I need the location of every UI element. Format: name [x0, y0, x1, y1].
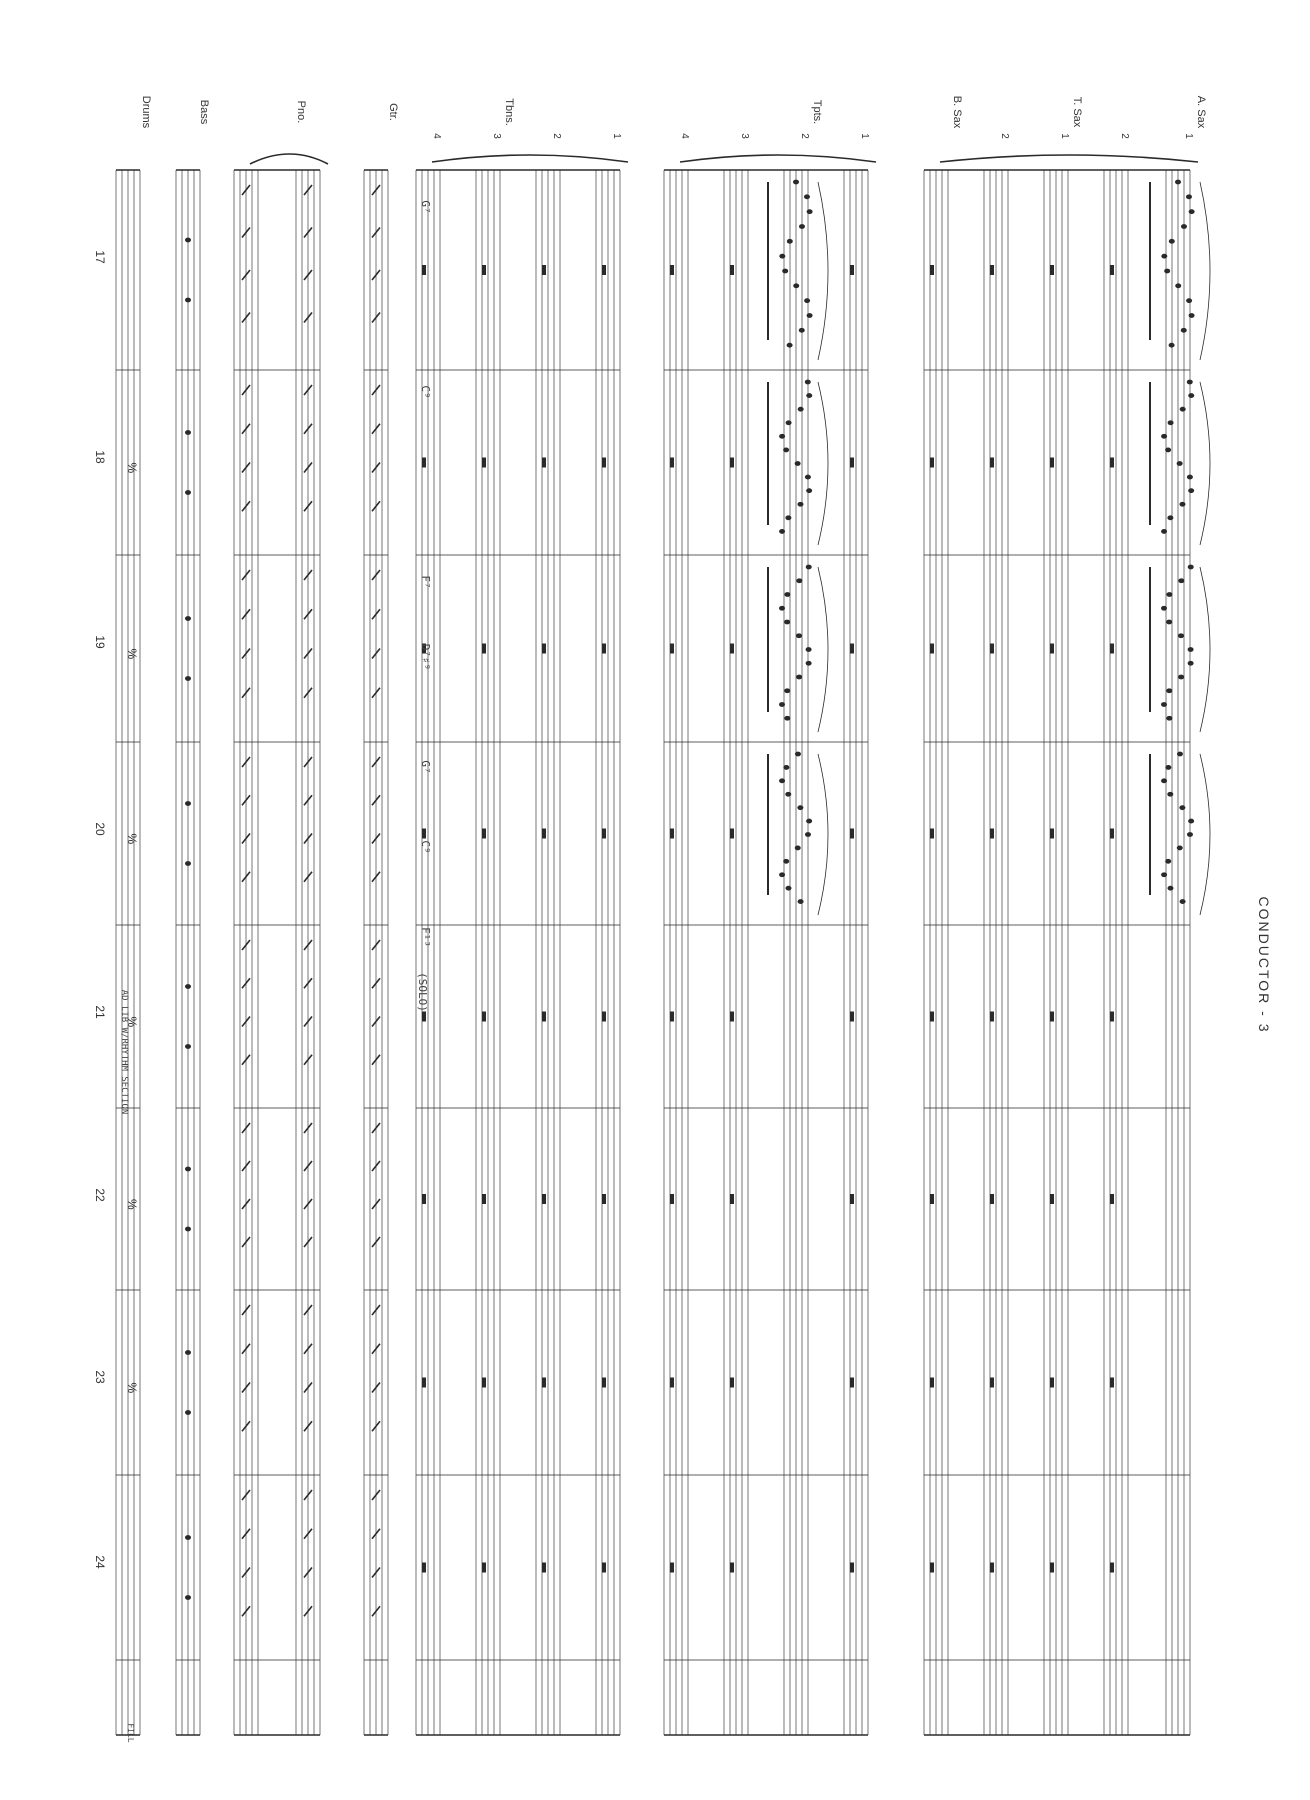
- instrument-label-drums: Drums: [140, 95, 152, 129]
- whole-rest: [730, 1194, 734, 1204]
- note-head: [1189, 313, 1195, 318]
- note-head: [785, 515, 791, 520]
- chord-symbol: G⁷: [419, 760, 432, 774]
- section-bracket: [680, 155, 876, 162]
- note-head: [787, 239, 793, 244]
- staff-gtr: [364, 170, 388, 1735]
- note-head: [798, 407, 804, 412]
- whole-rest: [482, 644, 486, 654]
- whole-rest: [1050, 829, 1054, 839]
- whole-rest: [990, 1563, 994, 1573]
- note-head: [1161, 778, 1167, 783]
- note-head: [807, 209, 813, 214]
- whole-rest: [602, 1563, 606, 1573]
- measure-number: 18: [93, 450, 107, 464]
- note-head: [795, 461, 801, 466]
- whole-rest: [542, 829, 546, 839]
- instrument-label-bass: Bass: [198, 99, 210, 125]
- drum-repeat: %: [125, 1199, 139, 1210]
- whole-rest: [602, 1194, 606, 1204]
- whole-rest: [482, 265, 486, 275]
- note-head: [1175, 283, 1181, 288]
- note-head: [806, 393, 812, 398]
- slur: [818, 567, 828, 732]
- drum-repeat: %: [125, 833, 139, 845]
- note-head: [797, 502, 803, 507]
- note-head: [783, 448, 789, 453]
- whole-rest: [542, 1563, 546, 1573]
- note-head: [1188, 393, 1194, 398]
- note-head: [1178, 675, 1184, 680]
- note-head: [1166, 620, 1172, 625]
- instrument-number-tpt4: 4: [679, 133, 690, 139]
- section-bracket: [940, 155, 1198, 162]
- note-head: [1161, 606, 1167, 611]
- bass-note: [185, 1535, 191, 1540]
- whole-rest: [670, 1012, 674, 1022]
- note-head: [787, 343, 793, 348]
- note-head: [798, 899, 804, 904]
- whole-rest: [422, 1563, 426, 1573]
- whole-rest: [602, 644, 606, 654]
- note-head: [1180, 899, 1186, 904]
- whole-rest: [990, 1194, 994, 1204]
- bass-note: [185, 298, 191, 303]
- note-head: [1167, 515, 1173, 520]
- note-head: [806, 661, 812, 666]
- whole-rest: [670, 458, 674, 468]
- note-head: [779, 529, 785, 534]
- note-head: [1188, 647, 1194, 652]
- note-head: [1189, 209, 1195, 214]
- instrument-number-tbn4: 4: [431, 133, 442, 139]
- whole-rest: [482, 1194, 486, 1204]
- whole-rest: [850, 1563, 854, 1573]
- whole-rest: [990, 1378, 994, 1388]
- measure-number: 19: [93, 635, 107, 649]
- whole-rest: [422, 1378, 426, 1388]
- instrument-number-asax1: 1: [1183, 133, 1194, 139]
- bass-note: [185, 1167, 191, 1172]
- note-head: [1179, 502, 1185, 507]
- whole-rest: [1050, 1012, 1054, 1022]
- measure-number: 21: [93, 1005, 107, 1019]
- whole-rest: [670, 829, 674, 839]
- slur: [818, 382, 828, 545]
- measure-number: 23: [93, 1370, 107, 1384]
- staff-pnoL: [234, 170, 258, 1735]
- note-head: [785, 792, 791, 797]
- note-head: [796, 633, 802, 638]
- note-head: [1180, 407, 1186, 412]
- note-head: [779, 778, 785, 783]
- instrument-number-tbn3: 3: [491, 133, 502, 139]
- staff-asax2: [1104, 170, 1128, 1735]
- note-head: [1167, 886, 1173, 891]
- whole-rest: [482, 829, 486, 839]
- staff-drums: [116, 170, 140, 1735]
- instrument-number-tsax2: 2: [999, 133, 1010, 139]
- whole-rest: [1050, 265, 1054, 275]
- note-head: [1177, 846, 1183, 851]
- whole-rest: [1050, 1194, 1054, 1204]
- staff-tbn3: [476, 170, 500, 1735]
- note-head: [804, 194, 810, 199]
- note-head: [783, 859, 789, 864]
- instrument-number-tsax1: 1: [1059, 133, 1070, 139]
- note-head: [1161, 702, 1167, 707]
- drum-repeat: %: [125, 648, 139, 660]
- note-head: [779, 872, 785, 877]
- staff-tbn1: [596, 170, 620, 1735]
- whole-rest: [1110, 1012, 1114, 1022]
- bass-note: [185, 1227, 191, 1232]
- bass-note: [185, 238, 191, 243]
- section-bracket: [432, 155, 628, 162]
- whole-rest: [1050, 458, 1054, 468]
- whole-rest: [422, 458, 426, 468]
- whole-rest: [930, 644, 934, 654]
- whole-rest: [990, 644, 994, 654]
- bass-note: [185, 616, 191, 621]
- whole-rest: [542, 1194, 546, 1204]
- bass-note: [185, 984, 191, 989]
- ad-lib-annotation: AD LIB W/RHYTHM SECTION: [119, 989, 129, 1115]
- whole-rest: [850, 265, 854, 275]
- note-head: [799, 224, 805, 229]
- note-head: [786, 420, 792, 425]
- note-head: [782, 269, 788, 274]
- whole-rest: [1110, 829, 1114, 839]
- note-head: [793, 283, 799, 288]
- staff-tbn2: [536, 170, 560, 1735]
- note-head: [1166, 592, 1172, 597]
- whole-rest: [930, 458, 934, 468]
- note-head: [1177, 752, 1183, 757]
- instrument-label-gtr: Gtr.: [387, 103, 399, 121]
- note-head: [784, 620, 790, 625]
- whole-rest: [730, 829, 734, 839]
- chord-symbol: G⁷: [419, 200, 432, 214]
- whole-rest: [670, 1378, 674, 1388]
- whole-rest: [850, 1194, 854, 1204]
- note-head: [779, 606, 785, 611]
- whole-rest: [670, 1563, 674, 1573]
- staff-asax1: [1166, 170, 1190, 1735]
- whole-rest: [602, 829, 606, 839]
- instrument-number-tpt3: 3: [739, 133, 750, 139]
- note-head: [784, 688, 790, 693]
- whole-rest: [1050, 1563, 1054, 1573]
- staff-tsax1: [1044, 170, 1068, 1735]
- note-head: [804, 298, 810, 303]
- drum-repeat: %: [125, 1016, 139, 1028]
- note-head: [806, 647, 812, 652]
- whole-rest: [482, 1378, 486, 1388]
- chord-symbol: D⁷♯⁹: [419, 643, 432, 671]
- whole-rest: [670, 265, 674, 275]
- note-head: [1164, 269, 1170, 274]
- whole-rest: [730, 644, 734, 654]
- note-head: [1175, 180, 1181, 185]
- whole-rest: [730, 1378, 734, 1388]
- instrument-number-tbn1: 1: [611, 133, 622, 139]
- note-head: [1186, 298, 1192, 303]
- instrument-number-tpt2: 2: [799, 133, 810, 139]
- whole-rest: [990, 1012, 994, 1022]
- whole-rest: [1110, 1194, 1114, 1204]
- note-head: [1187, 380, 1193, 385]
- chord-symbol: F⁷: [419, 575, 432, 589]
- whole-rest: [602, 1012, 606, 1022]
- whole-rest: [930, 1378, 934, 1388]
- whole-rest: [850, 1012, 854, 1022]
- piano-brace: [250, 154, 328, 164]
- bass-note: [185, 861, 191, 866]
- whole-rest: [482, 458, 486, 468]
- note-head: [1165, 859, 1171, 864]
- bass-note: [185, 801, 191, 806]
- note-head: [1161, 434, 1167, 439]
- whole-rest: [422, 1194, 426, 1204]
- bass-note: [185, 1044, 191, 1049]
- bass-note: [185, 1410, 191, 1415]
- note-head: [1166, 688, 1172, 693]
- staff-tpt4: [664, 170, 688, 1735]
- note-head: [1181, 224, 1187, 229]
- slur: [818, 182, 828, 360]
- note-head: [799, 328, 805, 333]
- drum-repeat: %: [125, 462, 139, 474]
- note-head: [1178, 633, 1184, 638]
- staff-pnoR: [296, 170, 320, 1735]
- solo-annotation: (SOLO): [416, 972, 429, 1012]
- note-head: [795, 752, 801, 757]
- note-head: [779, 254, 785, 259]
- whole-rest: [602, 1378, 606, 1388]
- whole-rest: [1110, 458, 1114, 468]
- whole-rest: [542, 458, 546, 468]
- note-head: [1188, 661, 1194, 666]
- note-head: [1187, 475, 1193, 480]
- whole-rest: [850, 1378, 854, 1388]
- note-head: [805, 380, 811, 385]
- instrument-label-asax1: A. Sax: [1195, 95, 1207, 129]
- page-header: CONDUCTOR - 3: [1256, 896, 1272, 1034]
- whole-rest: [730, 265, 734, 275]
- whole-rest: [542, 644, 546, 654]
- whole-rest: [482, 1563, 486, 1573]
- note-head: [806, 819, 812, 824]
- note-head: [1166, 716, 1172, 721]
- whole-rest: [730, 1012, 734, 1022]
- note-head: [1165, 448, 1171, 453]
- bass-note: [185, 430, 191, 435]
- note-head: [806, 488, 812, 493]
- note-head: [795, 846, 801, 851]
- whole-rest: [1110, 1378, 1114, 1388]
- whole-rest: [542, 1012, 546, 1022]
- note-head: [1161, 872, 1167, 877]
- slur: [1200, 182, 1210, 360]
- whole-rest: [930, 1563, 934, 1573]
- whole-rest: [850, 644, 854, 654]
- chord-symbol: F¹³: [419, 927, 432, 947]
- note-head: [1178, 578, 1184, 583]
- chord-symbol: C⁹: [419, 840, 432, 854]
- note-head: [805, 832, 811, 837]
- slur: [818, 754, 828, 915]
- whole-rest: [1050, 644, 1054, 654]
- measure-number: 24: [93, 1555, 107, 1569]
- bass-note: [185, 676, 191, 681]
- note-head: [1188, 488, 1194, 493]
- note-head: [784, 592, 790, 597]
- note-head: [1168, 420, 1174, 425]
- note-head: [779, 434, 785, 439]
- note-head: [783, 765, 789, 770]
- whole-rest: [422, 265, 426, 275]
- note-head: [806, 565, 812, 570]
- note-head: [1188, 819, 1194, 824]
- bass-note: [185, 1350, 191, 1355]
- note-head: [1179, 805, 1185, 810]
- note-head: [1181, 328, 1187, 333]
- instrument-label-bsax: B. Sax: [951, 95, 963, 129]
- whole-rest: [930, 265, 934, 275]
- whole-rest: [730, 458, 734, 468]
- whole-rest: [1050, 1378, 1054, 1388]
- chord-symbol: C⁹: [419, 385, 432, 399]
- whole-rest: [542, 265, 546, 275]
- whole-rest: [482, 1012, 486, 1022]
- note-head: [1161, 254, 1167, 259]
- note-head: [779, 702, 785, 707]
- note-head: [1161, 529, 1167, 534]
- whole-rest: [930, 829, 934, 839]
- instrument-label-pno: Pno.: [295, 100, 307, 124]
- note-head: [1187, 832, 1193, 837]
- whole-rest: [542, 1378, 546, 1388]
- staff-tpt3: [724, 170, 748, 1735]
- whole-rest: [990, 458, 994, 468]
- staff-tpt1: [844, 170, 868, 1735]
- drum-repeat: %: [125, 1382, 139, 1394]
- fill-annotation: FILL: [126, 1723, 135, 1743]
- bass-note: [185, 1595, 191, 1600]
- note-head: [784, 716, 790, 721]
- measure-number: 20: [93, 822, 107, 836]
- whole-rest: [1110, 265, 1114, 275]
- whole-rest: [602, 265, 606, 275]
- note-head: [1188, 565, 1194, 570]
- instrument-label-tbn3: Tbns.: [503, 98, 515, 126]
- slur: [1200, 754, 1210, 915]
- note-head: [793, 180, 799, 185]
- whole-rest: [930, 1194, 934, 1204]
- note-head: [785, 886, 791, 891]
- measure-number: 17: [93, 250, 107, 264]
- note-head: [796, 578, 802, 583]
- note-head: [1167, 792, 1173, 797]
- staff-tsax2: [984, 170, 1008, 1735]
- whole-rest: [1110, 644, 1114, 654]
- whole-rest: [730, 1563, 734, 1573]
- note-head: [1165, 765, 1171, 770]
- note-head: [807, 313, 813, 318]
- bass-note: [185, 490, 191, 495]
- instrument-number-tbn2: 2: [551, 133, 562, 139]
- whole-rest: [850, 458, 854, 468]
- instrument-label-tpt2: Tpts.: [811, 99, 823, 125]
- note-head: [1186, 194, 1192, 199]
- staff-bsax: [924, 170, 948, 1735]
- whole-rest: [670, 644, 674, 654]
- slur: [1200, 567, 1210, 732]
- whole-rest: [670, 1194, 674, 1204]
- whole-rest: [990, 829, 994, 839]
- whole-rest: [1110, 1563, 1114, 1573]
- note-head: [796, 675, 802, 680]
- note-head: [805, 475, 811, 480]
- whole-rest: [990, 265, 994, 275]
- whole-rest: [602, 458, 606, 468]
- staff-bass: [176, 170, 200, 1735]
- instrument-label-tsax1: T. Sax: [1071, 96, 1083, 128]
- slur: [1200, 382, 1210, 545]
- note-head: [1177, 461, 1183, 466]
- whole-rest: [930, 1012, 934, 1022]
- note-head: [1169, 343, 1175, 348]
- staff-tpt2: [784, 170, 808, 1735]
- note-head: [797, 805, 803, 810]
- note-head: [1169, 239, 1175, 244]
- measure-number: 22: [93, 1188, 107, 1202]
- instrument-number-tpt1: 1: [859, 133, 870, 139]
- whole-rest: [850, 829, 854, 839]
- instrument-number-asax2: 2: [1119, 133, 1130, 139]
